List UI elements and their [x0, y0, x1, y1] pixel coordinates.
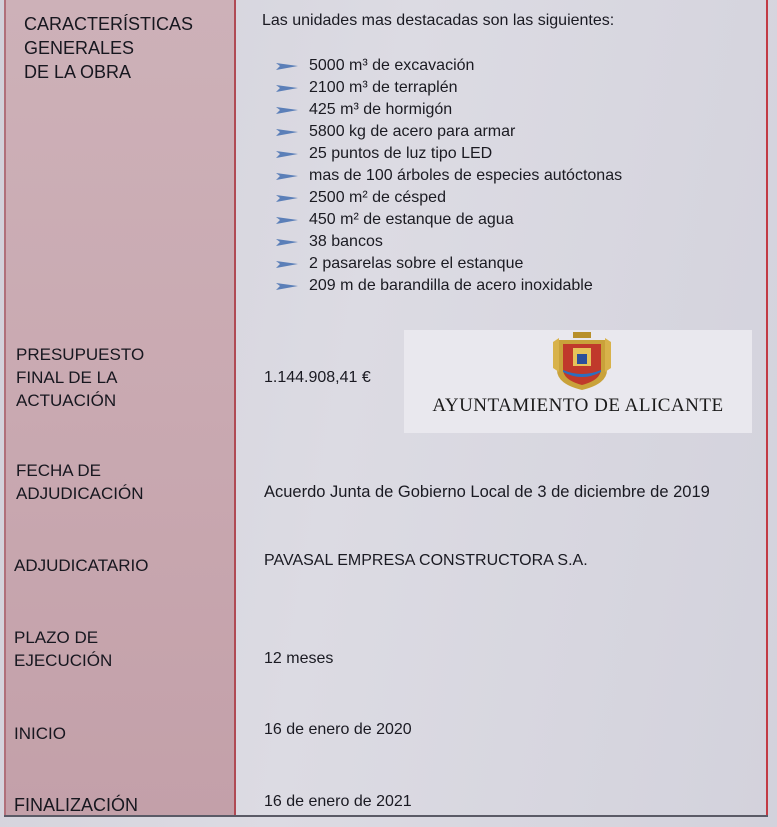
unit-text: 25 puntos de luz tipo LED	[309, 145, 493, 162]
label-caracteristicas: CARACTERÍSTICAS GENERALES DE LA OBRA	[24, 14, 194, 82]
unit-text: mas de 100 árboles de especies autóctonas	[309, 167, 623, 184]
column-divider	[234, 0, 236, 816]
unit-text: 38 bancos	[309, 233, 383, 250]
arrow-bullet-icon	[276, 149, 298, 159]
label-presupuesto: PRESUPUESTO FINAL DE LA ACTUACIÓN	[16, 345, 145, 410]
units-list	[276, 55, 622, 297]
unit-item	[276, 275, 622, 297]
unit-text: 5800 kg de acero para armar	[309, 123, 516, 140]
arrow-bullet-icon	[276, 281, 298, 291]
unit-item	[276, 121, 622, 143]
unit-item	[276, 209, 622, 231]
unit-text: 5000 m³ de excavación	[309, 57, 475, 74]
units-intro: Las unidades mas destacadas son las siguientes:	[262, 12, 615, 29]
border-left	[4, 0, 6, 816]
unit-item	[276, 165, 622, 187]
unit-item	[276, 187, 622, 209]
unit-item	[276, 231, 622, 253]
arrow-bullet-icon	[276, 171, 298, 181]
value-plazo: 12 meses	[264, 650, 334, 667]
arrow-bullet-icon	[276, 105, 298, 115]
unit-text: 2500 m² de césped	[309, 189, 446, 206]
unit-item	[276, 55, 622, 77]
arrow-bullet-icon	[276, 193, 298, 203]
arrow-bullet-icon	[276, 215, 298, 225]
unit-item	[276, 77, 622, 99]
arrow-bullet-icon	[276, 237, 298, 247]
value-fecha-adjudicacion: Acuerdo Junta de Gobierno Local de 3 de diciembre de 2019	[264, 483, 710, 501]
arrow-bullet-icon	[276, 83, 298, 93]
arrow-bullet-icon	[276, 259, 298, 269]
label-plazo: PLAZO DE EJECUCIÓN	[14, 628, 113, 670]
unit-item	[276, 253, 622, 275]
value-adjudicatario: PAVASAL EMPRESA CONSTRUCTORA S.A.	[264, 552, 588, 569]
label-adjudicatario: ADJUDICATARIO	[14, 556, 149, 575]
logo-text: AYUNTAMIENTO DE ALICANTE	[432, 395, 724, 416]
unit-text: 209 m de barandilla de acero inoxidable	[309, 277, 593, 294]
value-inicio: 16 de enero de 2020	[264, 721, 412, 738]
label-inicio: INICIO	[14, 724, 66, 743]
value-finalizacion: 16 de enero de 2021	[264, 793, 412, 810]
arrow-bullet-icon	[276, 127, 298, 137]
unit-text: 2 pasarelas sobre el estanque	[309, 255, 524, 272]
unit-item	[276, 143, 622, 165]
unit-item	[276, 99, 622, 121]
ayuntamiento-logo	[404, 330, 752, 433]
label-fecha-adjudicacion: FECHA DE ADJUDICACIÓN	[16, 461, 144, 503]
coat-of-arms-icon	[549, 332, 615, 392]
value-presupuesto: 1.144.908,41 €	[264, 369, 371, 386]
border-right	[766, 0, 768, 816]
arrow-bullet-icon	[276, 61, 298, 71]
unit-text: 425 m³ de hormigón	[309, 101, 453, 118]
unit-text: 2100 m³ de terraplén	[309, 79, 458, 96]
label-finalizacion: FINALIZACIÓN	[14, 795, 139, 815]
unit-text: 450 m² de estanque de agua	[309, 211, 514, 228]
